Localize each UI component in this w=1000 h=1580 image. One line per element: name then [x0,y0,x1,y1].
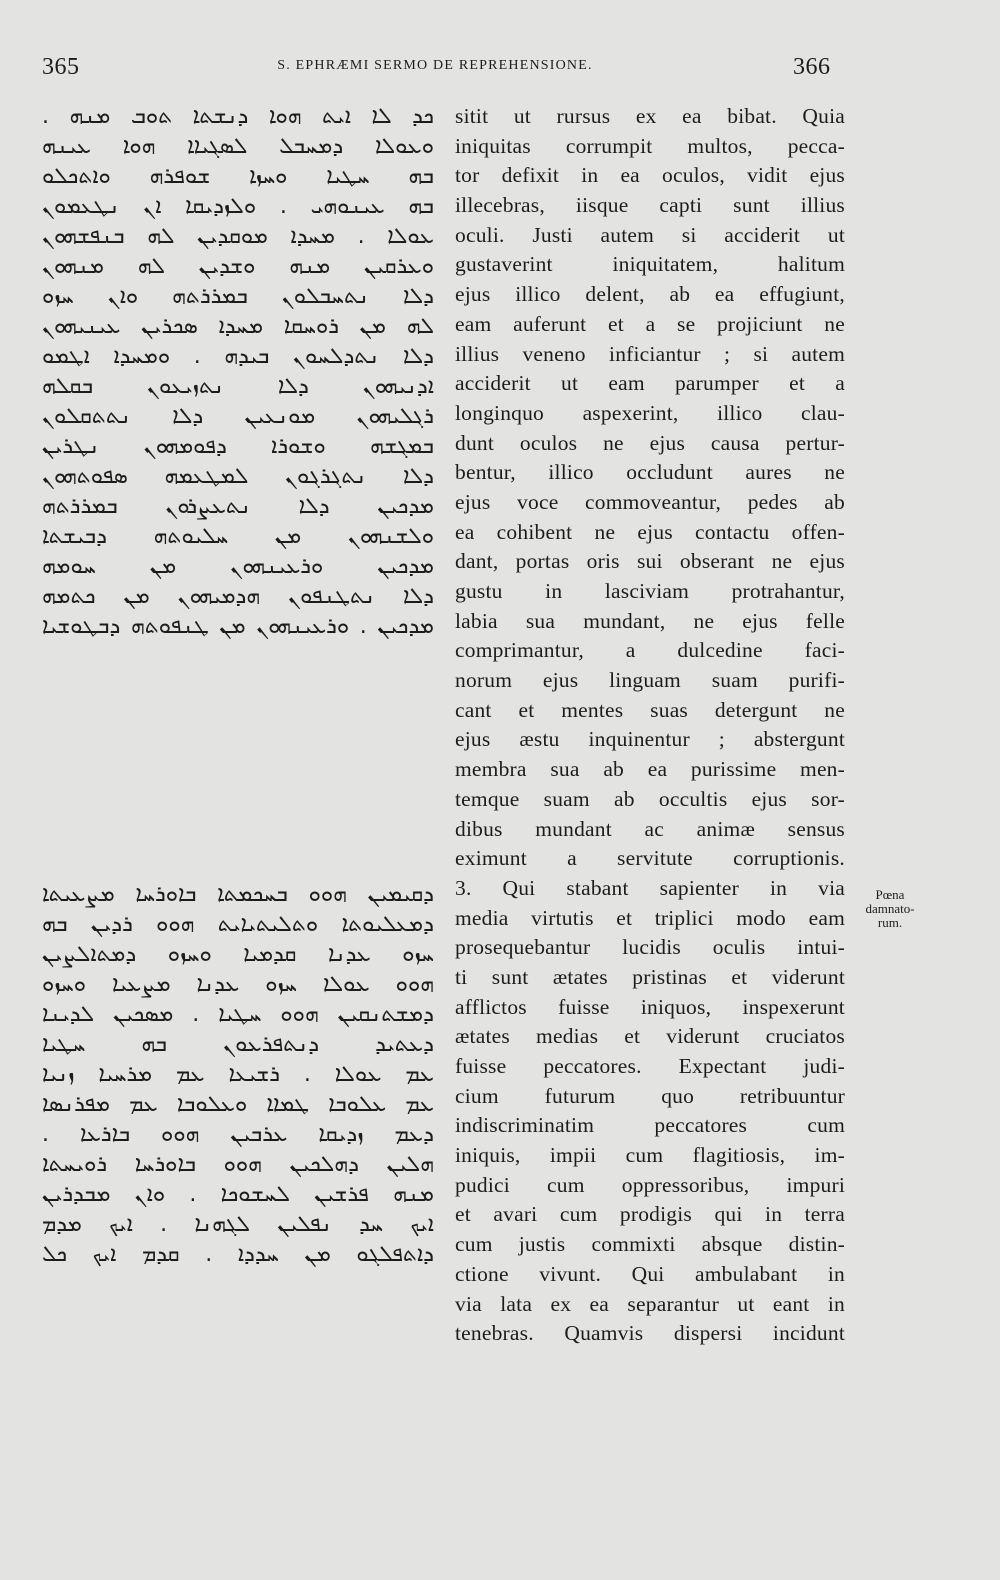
syriac-text-line: ܗܠܝܢ ܕܗܠܟܝܢ ܗܘܘ ܒܐܘܪܚܐ ܪܘܝܚܬܐ [42,1152,434,1177]
latin-text-line: sitit ut rursus ex ea bibat. Quia [455,104,845,128]
latin-text-line: prosequebantur lucidis oculis intui- [455,935,845,960]
margin-note-line: damnato- [865,901,915,916]
syriac-text-line: ܒܗ ܥܝܢܘܗܝ . ܘܠܙܕܝܩܐ ܐܢ ܢܛܥܡܘܢ [42,194,434,219]
latin-text-line: 3. Qui stabant sapienter in via [455,875,845,900]
latin-text-line: ejus voce commoveantur, pedes ab [455,489,845,514]
latin-text-line: iniquis, impii cum flagitiosis, im- [455,1143,845,1168]
syriac-text-line: ܪܓܠܝܗܘܢ ܡܘܢܥܝܢ ܕܠܐ ܢܬܬܩܠܘܢ [42,404,434,429]
latin-text-line: ctione vivunt. Qui ambulabant in [455,1261,845,1286]
latin-text-line: dunt oculos ne ejus causa pertur- [455,430,845,455]
syriac-text-line: ܕܩܝܡܝܢ ܗܘܘ ܒܚܟܡܬܐ ܒܐܘܪܚܐ ܡܨܥܝܬܐ [42,882,434,907]
running-title: S. EPHRÆMI SERMO DE REPREHENSIONE. [277,58,593,73]
margin-note-line: rum. [877,915,903,930]
syriac-text-line: ܕܥܬܝܕ ܕܢܬܦܪܥܘܢ ܒܗ ܚܛܝܐ [42,1032,434,1057]
latin-text-line: tor defixit in ea oculos, vidit ejus [455,163,845,188]
syriac-text-line: ܕܥܡ ܙܕܝܩܐ ܥܪܒܝܢ ܗܘܘ ܒܐܪܥܐ . [42,1122,434,1147]
latin-text-line: ea cohibent ne ejus contactu offen- [455,519,845,544]
latin-text-line: via lata ex ea separantur ut eant in [455,1291,845,1316]
latin-text-line: gustu in lasciviam protrahantur, [455,579,845,603]
latin-text-line: comprimantur, a dulcedine faci- [455,638,845,663]
latin-text-line: iniquitas corrumpit multos, pecca- [455,133,845,158]
margin-note-line: Pœna [875,887,905,902]
latin-text-line: pudici cum oppressoribus, impuri [455,1172,845,1197]
syriac-text-line: ܘܠܫܢܗܘܢ ܡܢ ܚܠܝܘܬܗ ܕܒܝܫܬܐ [42,524,434,549]
latin-text-line: fuisse peccatores. Expectant judi- [455,1054,845,1078]
syriac-text-line: ܕܡܫܬܢܩܝܢ ܗܘܘ ܚܛܝܐ . ܡܣܟܝܢ ܠܕܝܢܐ [42,1002,434,1027]
syriac-text-line: ܒܗ ܚܛܝܐ ܘܚܙܐ ܫܘܦܪܗ ܘܐܬܟܠܘ [42,164,434,189]
latin-text-line: temque suam ab occultis ejus sor- [455,786,845,811]
syriac-text-line: ܗܘܘ ܥܘܠܐ ܚܙܘ ܥܕܢܐ ܡܨܥܝܐ ܘܚܙܘ [42,972,434,997]
syriac-text-line: ܕܠܐ ܢܬܕܠܚܘܢ ܒܝܕܗ . ܘܡܚܕܐ ܐܛܡܘ [42,344,434,369]
latin-text-line: illecebras, iisque capti sunt illius [455,193,845,218]
latin-text-line: dant, portas oris sui obserant ne ejus [455,549,845,574]
latin-text-line: ætates medias et viderunt cruciatos [455,1024,845,1049]
latin-text-line: bentur, illico occludunt aures ne [455,460,845,485]
right-page-number: 366 [793,54,831,80]
latin-text-line: acciderit ut eam parumper et a [455,371,845,396]
syriac-text-line: ܟܕ ܠܐ ܐܝܬ ܗܘܐ ܕܢܫܬܐ ܬܘܒ ܡܢܗ . [42,104,434,129]
margin-note [850,888,930,930]
latin-text-line: norum ejus linguam suam purifi- [455,668,845,693]
latin-text-line: ejus æstu inquinentur ; abstergunt [455,727,845,752]
syriac-text-line: ܡܕܟܝܢ ܘܪܥܝܢܗܘܢ ܡܢ ܚܘܡܗ [42,554,434,579]
syriac-text-line: ܚܙܘ ܥܕܢܐ ܩܕܡܝܐ ܘܚܙܘ ܕܡܬܐܠܨܝܢ [42,942,434,967]
syriac-text-line: ܥܘܠܐ . ܡܚܕܐ ܡܘܩܕܝܢ ܠܗ ܒܢܦܫܗܘܢ [42,224,434,249]
syriac-text-line: ܡܕܟܝܢ . ܘܪܥܝܢܗܘܢ ܡܢ ܛܢܦܘܬܗ ܕܒܛܘܫܝܐ [42,614,434,639]
syriac-text-line: ܕܠܐ ܢܬܚܒܠܘܢ ܒܡܪܪܬܗ ܘܐܢ ܚܙܘ [42,284,434,309]
syriac-text-line: ܘܥܘܠܐ ܕܡܚܒܠ ܠܣܓܝܐܐ ܗܘܐ ܥܝܢܗ [42,134,434,159]
syriac-text-line: ܐܕܢܝܗܘܢ ܕܠܐ ܢܬܙܝܥܘܢ ܒܩܠܗ [42,374,434,399]
syriac-column-top [42,102,434,642]
syriac-text-line: ܒܡܓܫܗ ܘܫܘܪܐ ܕܦܘܡܗܘܢ ܢܛܪܝܢ [42,434,434,459]
latin-text-line: ejus illico delent, ab ea effugiunt, [455,282,845,307]
syriac-column-bottom [42,880,434,1270]
latin-text-line: longinquo aspexerint, illico clau- [455,400,845,425]
latin-text-line: illius veneno inficiantur ; si autem [455,341,845,366]
syriac-text-line: ܠܗ ܡܢ ܪܘܚܩܐ ܡܚܕܐ ܣܟܪܝܢ ܥܝܢܝܗܘܢ [42,314,434,339]
syriac-text-line: ܕܠܐ ܢܬܓܪܓܘܢ ܠܡܛܥܡܗ ܣܦܘܬܗܘܢ [42,464,434,489]
syriac-text-line: ܥܡ ܥܠܘܒܐ ܛܡܐܐ ܘܥܠܘܒܐ ܥܡ ܡܦܪܢܣܐ [42,1092,434,1117]
syriac-text-line: ܐܝܟ ܚܕ ܢܦܠܝܢ ܠܓܗܢܐ . ܐܝܟ ܡܕܡ [42,1212,434,1237]
latin-text-line: dibus mundant ac animæ sensus [455,816,845,841]
latin-text-line: et avari cum prodigis qui in terra [455,1202,845,1227]
syriac-text-line: ܡܢܗ ܦܪܫܝܢ ܠܚܫܘܟܐ . ܘܐܢ ܡܒܕܪܝܢ [42,1182,434,1207]
latin-text-line: cant et mentes suas detergunt ne [455,697,845,722]
latin-text-line: ti sunt ætates pristinas et viderunt [455,964,845,989]
syriac-text-line: ܕܠܐ ܢܬܛܢܦܘܢ ܗܕܡܝܗܘܢ ܡܢ ܟܬܡܗ [42,584,434,609]
latin-text-line: membra sua ab ea purissime men- [455,757,845,782]
left-page-number: 365 [42,54,80,80]
latin-text-line: labia sua mundant, ne ejus felle [455,608,845,633]
syriac-text-line: ܕܡܥܠܝܘܬܐ ܘܬܠܝܬܝܐܝܬ ܗܘܘ ܪܕܝܢ ܒܗ [42,912,434,937]
latin-text-line: tenebras. Quamvis dispersi incidunt [455,1321,845,1346]
latin-text-line: eam auferunt et a se projiciunt ne [455,311,845,336]
syriac-text-line: ܥܡ ܥܘܠܐ . ܪܫܝܥܐ ܥܡ ܡܪܚܝܐ ܙܢܝܐ [42,1062,434,1087]
latin-text-line: oculi. Justi autem si acciderit ut [455,222,845,247]
latin-text-line: eximunt a servitute corruptionis. [455,846,845,871]
latin-text-line: media virtutis et triplici modo eam [455,905,845,930]
latin-column [455,102,845,1349]
latin-text-line: cium futurum quo retribuuntur [455,1083,845,1108]
latin-text-line: cum justis commixti absque distin- [455,1232,845,1257]
syriac-text-line: ܘܥܪܩܝܢ ܡܢܗ ܘܫܕܝܢ ܠܗ ܡܢܗܘܢ [42,254,434,279]
latin-text-line: afflictos fuisse iniquos, inspexerunt [455,994,845,1019]
latin-text-line: indiscriminatim peccatores cum [455,1113,845,1138]
syriac-text-line: ܕܐܬܦܠܓܘ ܡܢ ܚܕܕܐ . ܩܕܡ ܐܝܟ ܟܠ [42,1242,434,1267]
syriac-text-line: ܡܕܟܝܢ ܕܠܐ ܢܬܥܨܪܘܢ ܒܡܪܪܬܗ [42,494,434,519]
latin-text-line: gustaverint iniquitatem, halitum [455,252,845,277]
